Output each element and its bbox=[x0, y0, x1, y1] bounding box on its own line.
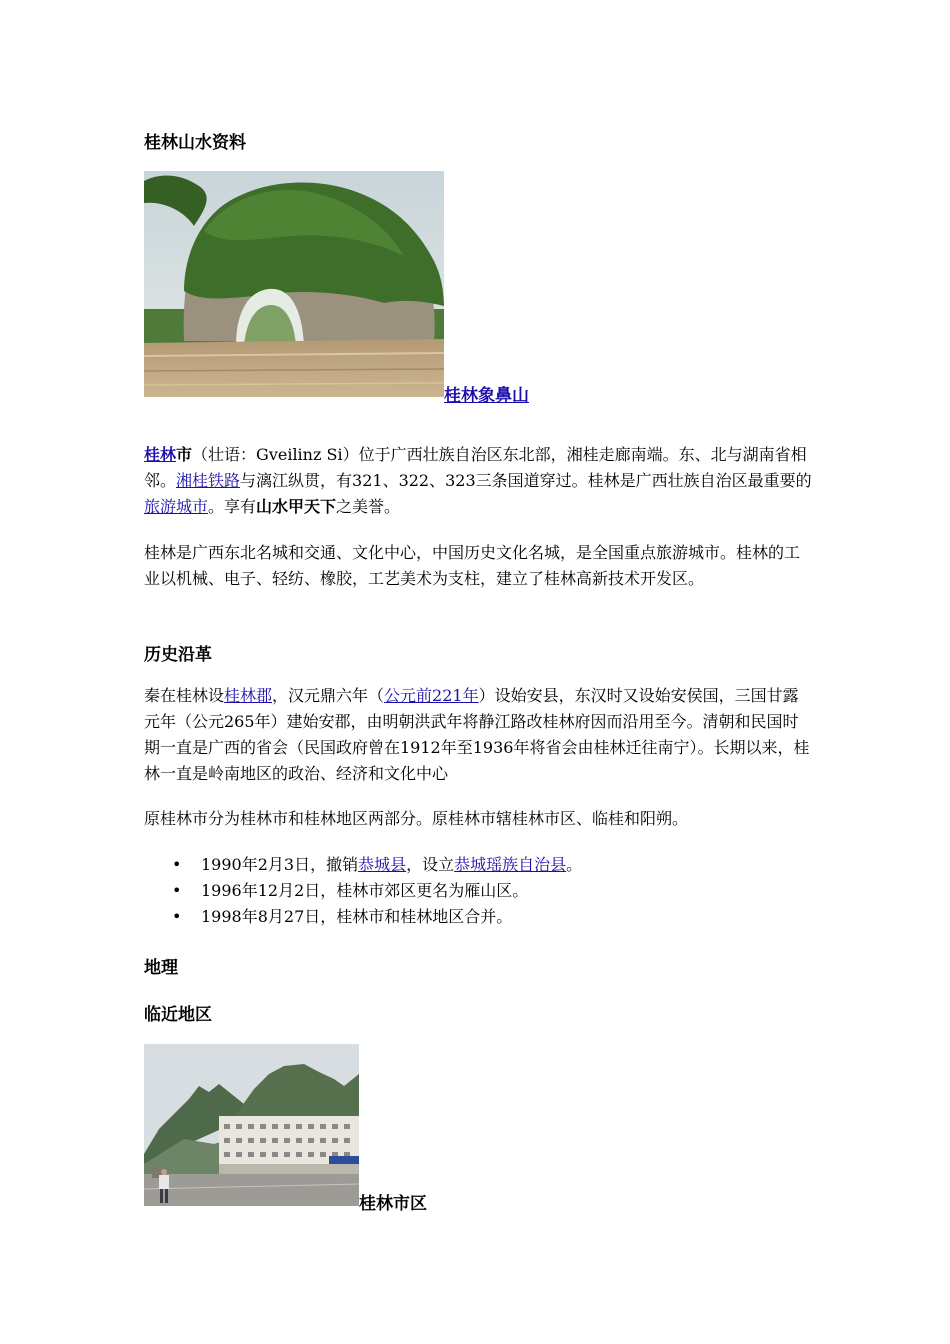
history-list bbox=[144, 852, 814, 930]
xianggui-railway-link[interactable]: 湘桂铁路 bbox=[176, 471, 241, 490]
history-text-3: ）设始安县，东汉时又设始安侯国，三国甘露元年（公元265年）建始安郡，由明朝洪武年将静江路改桂林府因而沿用至今。清朝和民国时期一直是广西的省会（民国政府曾在1912年至1936年将省会由桂林迁往南宁）。长期以来，桂林一直是岭南地区的政治、经济和文化中心 bbox=[144, 686, 810, 783]
history-text-1: 秦在桂林设 bbox=[144, 686, 225, 705]
intro-text-1: （壮语：Gveilinz Si）位于广西壮族自治区东北部，湘桂走廊南端。东、北与湖南省相邻。 bbox=[144, 445, 807, 490]
list-item-text: 1998年8月27日，桂林市和桂林地区合并。 bbox=[201, 907, 513, 926]
intro-bold-city: 市 bbox=[176, 445, 193, 464]
tourist-city-link[interactable]: 旅游城市 bbox=[144, 497, 209, 516]
list-item bbox=[144, 904, 814, 930]
gongcheng-yao-county-link[interactable]: 恭城瑶族自治县 bbox=[454, 855, 567, 874]
list-item bbox=[144, 878, 814, 904]
intro-bold-slogan: 山水甲天下 bbox=[256, 497, 337, 516]
division-paragraph: 原桂林市分为桂林市和桂林地区两部分。原桂林市辖桂林市区、临桂和阳朔。 bbox=[144, 809, 689, 828]
geography-heading: 地理 bbox=[144, 958, 178, 978]
intro-paragraph bbox=[144, 442, 814, 520]
guilin-city-photo bbox=[144, 1044, 359, 1206]
intro-text-4: 之美誉。 bbox=[336, 497, 401, 516]
elephant-trunk-hill-link[interactable]: 桂林象鼻山 bbox=[444, 386, 529, 406]
city-overview-paragraph: 桂林是广西东北名城和交通、文化中心，中国历史文化名城，是全国重点旅游城市。桂林的工业以机械、电子、轻纺、橡胶，工艺美术为支柱，建立了桂林高新技术开发区。 bbox=[144, 543, 801, 588]
history-paragraph bbox=[144, 683, 814, 787]
neighboring-areas-heading: 临近地区 bbox=[144, 1005, 212, 1025]
guilin-link[interactable]: 桂林 bbox=[144, 445, 177, 464]
elephant-trunk-hill-photo bbox=[144, 171, 444, 397]
list-item bbox=[144, 852, 814, 878]
intro-text-3: 。享有 bbox=[208, 497, 257, 516]
list-item-text: 。 bbox=[566, 855, 583, 874]
list-item-text: 1990年2月3日，撤销 bbox=[201, 855, 359, 874]
list-item-text: ，设立 bbox=[406, 855, 455, 874]
gongcheng-county-link[interactable]: 恭城县 bbox=[358, 855, 407, 874]
guilin-commandery-link[interactable]: 桂林郡 bbox=[224, 686, 273, 705]
list-item-text: 1996年12月2日，桂林市郊区更名为雁山区。 bbox=[201, 881, 529, 900]
history-text-2: ，汉元鼎六年（ bbox=[272, 686, 385, 705]
221bc-link[interactable]: 公元前221年 bbox=[384, 686, 479, 705]
doc-title: 桂林山水资料 bbox=[144, 133, 246, 153]
guilin-city-caption: 桂林市区 bbox=[359, 1194, 427, 1214]
intro-text-2: 与漓江纵贯，有321、322、323三条国道穿过。桂林是广西壮族自治区最重要的 bbox=[240, 471, 812, 490]
history-heading: 历史沿革 bbox=[144, 645, 212, 665]
